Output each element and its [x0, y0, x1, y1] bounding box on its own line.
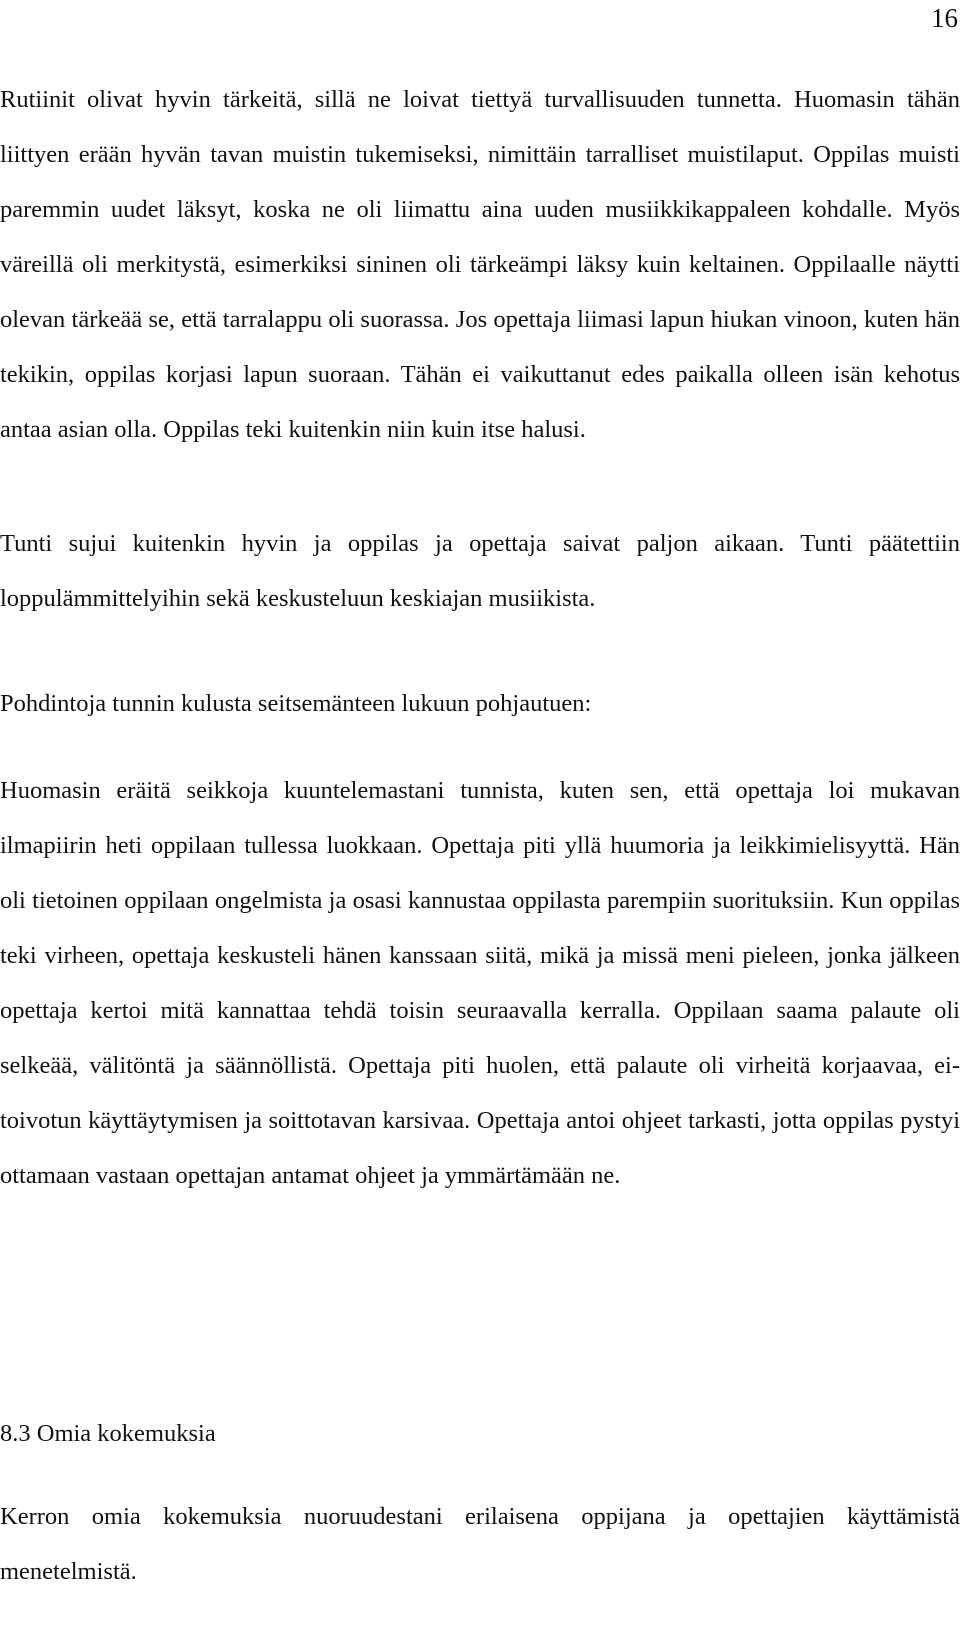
paragraph-reflection: Huomasin eräitä seikkoja kuuntelemastani tunnista, kuten sen, että opettaja loi mukavan ilmapiirin heti oppilaan tullessa luokkaan. Opettaja piti yllä huumoria ja leikkimielisyyttä. Hän oli tietoinen oppilaan ongelmista ja osasi kannustaa oppilasta parempiin suorituksiin. Kun oppilas teki virheen, opettaja keskusteli hänen kanssaan siitä, mikä ja missä meni pieleen, jonka jälkeen opettaja kertoi mitä kannattaa tehdä toisin seuraavalla kerralla. Oppilaan saama palaute oli selkeää, välitöntä ja säännöllistä. Opettaja piti huolen, että palaute oli virheitä korjaavaa, ei-toivotun käyttäytymisen ja soittotavan karsivaa. Opettaja antoi ohjeet tarkasti, jotta oppilas pystyi ottamaan vastaan opettajan antamat ohjeet ja ymmärtämään ne. [0, 777, 960, 1189]
paragraph-lesson-summary: Tunti sujui kuitenkin hyvin ja oppilas ja opettaja saivat paljon aikaan. Tunti päätettiin loppulämmittelyihin sekä keskusteluun keskiajan musiikista. [0, 530, 960, 612]
paragraph-reflection-intro: Pohdintoja tunnin kulusta seitsemänteen lukuun pohjautuen: [0, 690, 592, 717]
paragraph-own-experiences: Kerron omia kokemuksia nuoruudestani erilaisena oppijana ja opettajien käyttämistä menetelmistä. [0, 1503, 960, 1585]
paragraph-routines: Rutiinit olivat hyvin tärkeitä, sillä ne loivat tiettyä turvallisuuden tunnetta. Huomasin tähän liittyen erään hyvän tavan muistin tukemiseksi, nimittäin tarralliset muistilaput. Oppilas muisti paremmin uudet läksyt, koska ne oli liimattu aina uuden musiikkikappaleen kohdalle. Myös väreillä oli merkitystä, esimerkiksi sininen oli tärkeämpi läksy kuin keltainen. Oppilaalle näytti olevan tärkeää se, että tarralappu oli suorassa. Jos opettaja liimasi lapun hiukan vinoon, kuten hän tekikin, oppilas korjasi lapun suoraan. Tähän ei vaikuttanut edes paikalla olleen isän kehotus antaa asian olla. Oppilas teki kuitenkin niin kuin itse halusi. [0, 86, 960, 443]
page-number: 16 [931, 3, 958, 33]
section-heading: 8.3 Omia kokemuksia [0, 1420, 216, 1447]
